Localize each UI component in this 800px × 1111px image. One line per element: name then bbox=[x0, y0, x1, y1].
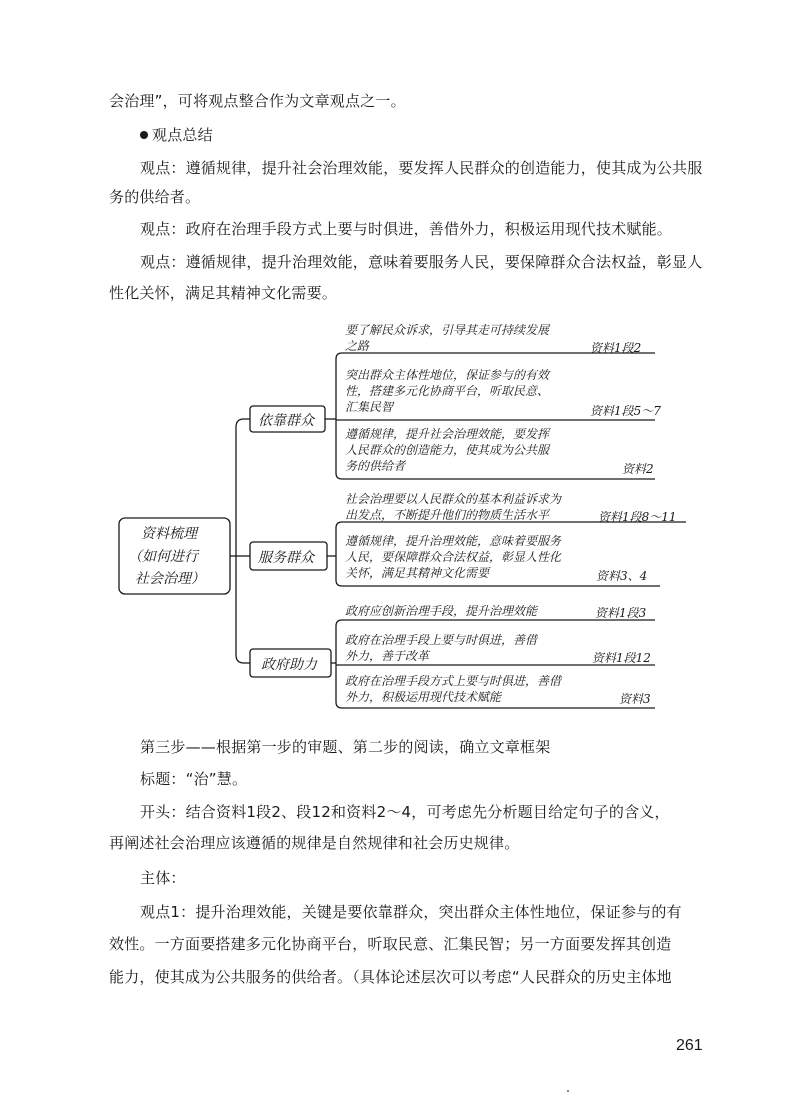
page-number: 261 bbox=[676, 1037, 703, 1054]
mindmap-item-line: 外力，善于改革 bbox=[345, 649, 430, 663]
text-line: 再阐述社会治理应该遵循的规律是自然规律和社会历史规律。 bbox=[109, 834, 520, 852]
step-heading: 第三步——根据第一步的审题、第二步的阅读，确立文章框架 bbox=[140, 738, 551, 756]
mindmap-item-source: 资料1段5～7 bbox=[590, 404, 661, 418]
mindmap-item-line: 遵循规律，提升治理效能，意味着要服务 bbox=[345, 534, 562, 548]
mindmap-item-line: 突出群众主体性地位，保证参与的有效 bbox=[345, 368, 550, 382]
mindmap-item-line: 人民，要保障群众合法权益，彰显人性化 bbox=[345, 550, 562, 564]
text-line: 能力，使其成为公共服务的供给者。（具体论述层次可以考虑“人民群众的历史主体地 bbox=[109, 968, 672, 986]
text-line: 会治理”，可将观点整合作为文章观点之一。 bbox=[109, 92, 406, 110]
mindmap-item-line: 外力，积极运用现代技术赋能 bbox=[345, 690, 502, 704]
mindmap-item-line: 政府应创新治理手段，提升治理效能 bbox=[345, 604, 538, 618]
mindmap-item-source: 资料1段2 bbox=[590, 341, 642, 355]
mindmap-item-source: 资料1段8～11 bbox=[598, 510, 677, 524]
mindmap-branch-label: 依靠群众 bbox=[258, 413, 314, 429]
mindmap-item-line: 汇集民智 bbox=[345, 400, 394, 414]
mindmap-item-line: 出发点，不断提升他们的物质生活水平 bbox=[345, 508, 550, 522]
text-line: 主体： bbox=[140, 869, 186, 887]
mindmap-root-line: （如何进行 bbox=[128, 549, 198, 565]
text-line: 观点：遵循规律，提升社会治理效能，要发挥人民群众的创造能力，使其成为公共服 bbox=[140, 159, 703, 177]
mindmap-item-line: 关怀，满足其精神文化需要 bbox=[345, 566, 490, 580]
mindmap-branch-label: 政府助力 bbox=[261, 657, 317, 673]
text-line: 性化关怀，满足其精神文化需要。 bbox=[109, 284, 338, 302]
text-line: 效性。一方面要搭建多元化协商平台，听取民意、汇集民智；另一方面要发挥其创造 bbox=[109, 935, 672, 953]
mindmap-item-source: 资料3 bbox=[619, 692, 651, 706]
mindmap-item-line: 社会治理要以人民群众的基本利益诉求为 bbox=[345, 492, 562, 506]
scan-speck bbox=[567, 1090, 569, 1092]
mindmap-item-line: 政府在治理手段上要与时俱进，善借 bbox=[345, 633, 538, 647]
bullet-icon bbox=[140, 131, 148, 139]
mindmap-root-line: 资料梳理 bbox=[141, 526, 197, 542]
text-line: 务的供给者。 bbox=[109, 188, 201, 206]
mindmap-branch-label: 服务群众 bbox=[258, 550, 314, 566]
mindmap-item-source: 资料1段12 bbox=[592, 651, 651, 665]
mindmap-item-line: 政府在治理手段方式上要与时俱进，善借 bbox=[345, 674, 562, 688]
text-line: 标题：“治”慧。 bbox=[140, 770, 248, 788]
mindmap-item-line: 要了解民众诉求，引导其走可持续发展 bbox=[345, 323, 550, 337]
mindmap-root-line: 社会治理） bbox=[135, 571, 205, 587]
section-heading-label: 观点总结 bbox=[152, 126, 213, 144]
mindmap-item-line: 人民群众的创造能力，使其成为公共服 bbox=[345, 443, 550, 457]
text-line: 观点：政府在治理手段方式上要与时俱进，善借外力，积极运用现代技术赋能。 bbox=[140, 220, 673, 238]
mindmap-item-line: 性，搭建多元化协商平台，听取民意、 bbox=[345, 384, 550, 398]
mindmap-item-line: 遵循规律，提升社会治理效能，要发挥 bbox=[345, 427, 550, 441]
mindmap-item-line: 之路 bbox=[345, 339, 370, 353]
mindmap-item-source: 资料2 bbox=[622, 462, 654, 476]
mindmap-item-source: 资料3、4 bbox=[596, 569, 648, 583]
mindmap-item-source: 资料1段3 bbox=[595, 606, 647, 620]
text-line: 观点：遵循规律，提升治理效能，意味着要服务人民，要保障群众合法权益，彰显人 bbox=[140, 253, 703, 271]
text-line: 观点1：提升治理效能，关键是要依靠群众，突出群众主体性地位，保证参与的有 bbox=[140, 903, 682, 921]
text-line: 开头：结合资料1段2、段12和资料2～4，可考虑先分析题目给定句子的含义， bbox=[140, 803, 670, 821]
section-heading bbox=[140, 125, 213, 145]
mindmap-item-line: 务的供给者 bbox=[345, 459, 406, 473]
